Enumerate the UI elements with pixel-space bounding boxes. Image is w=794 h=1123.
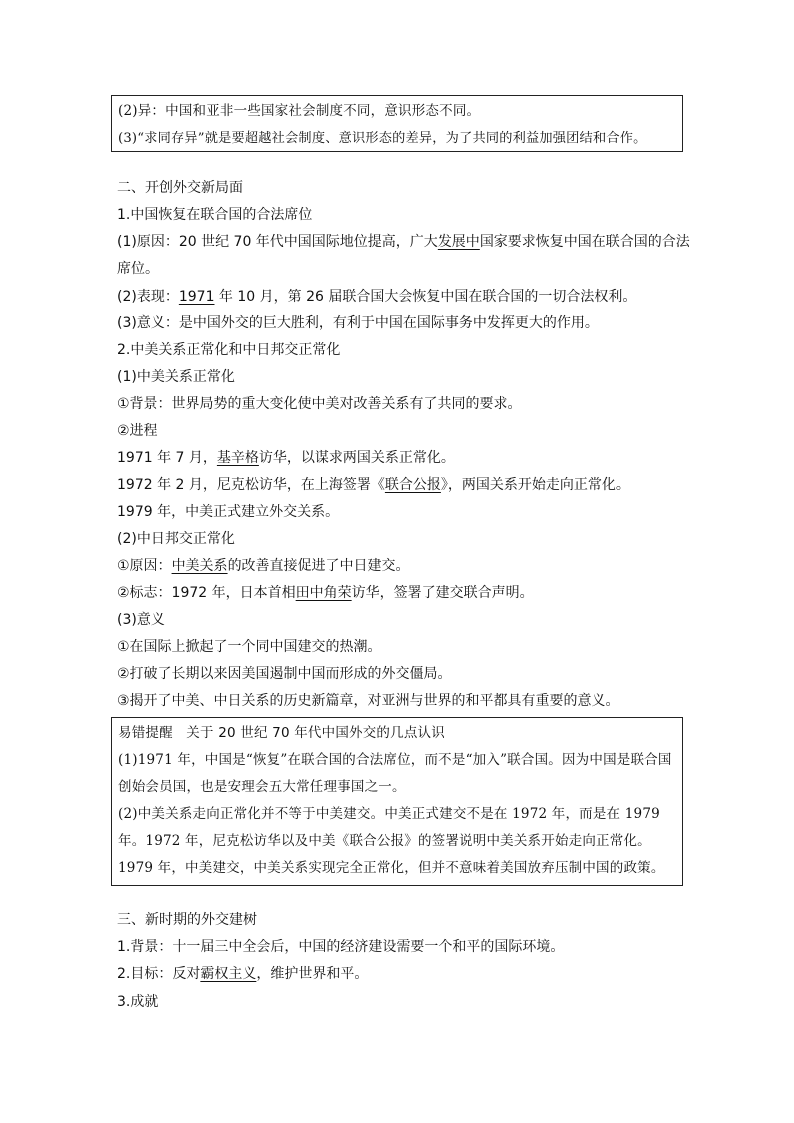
summary-line-seek-common-ground: (3)“求同存异”就是要超越社会制度、意识形态的差异，为了共同的利益加强团结和合作。 <box>118 131 647 146</box>
summary-box <box>111 95 683 152</box>
un-reason: (1)原因：20 世纪 70 年代中国国际地位提高，广大发展中国家要求恢复中国在联合国的合法 <box>117 234 690 250</box>
event-1971: 1971 年 7 月，基辛格访华，以谋求两国关系正常化。 <box>117 450 455 466</box>
significance-title: (3)意义 <box>117 612 165 628</box>
new-era-achievements: 3.成就 <box>117 994 159 1010</box>
us-process-title: ②进程 <box>117 423 158 439</box>
new-era-goal: 2.目标：反对霸权主义，维护世界和平。 <box>117 966 369 982</box>
japan-reason: ①原因：中美关系的改善直接促进了中日建交。 <box>117 558 410 574</box>
summary-line-differences: (2)异：中国和亚非一些国家社会制度不同，意识形态不同。 <box>118 103 481 119</box>
un-reason-continued: 席位。 <box>117 261 159 277</box>
subheading-normalization: 2.中美关系正常化和中日邦交正常化 <box>117 342 341 358</box>
un-performance: (2)表现：1971 年 10 月，第 26 届联合国大会恢复中国在联合国的一切合法权利。 <box>117 289 637 305</box>
us-normalization-title: (1)中美关系正常化 <box>117 369 235 385</box>
japan-sign: ②标志：1972 年，日本首相田中角荣访华，签署了建交联合声明。 <box>117 585 534 601</box>
section-heading-new-diplomacy: 二、开创外交新局面 <box>117 180 243 196</box>
subheading-un-seat: 1.中国恢复在联合国的合法席位 <box>117 207 313 223</box>
tip-paragraph-1: (1)1971 年，中国是“恢复”在联合国的合法席位，而不是“加入”联合国。因为中国是联合国创始会员国，也是安理会五大常任理事国之一。 <box>118 752 672 795</box>
new-era-background: 1.背景：十一届三中全会后，中国的经济建设需要一个和平的国际环境。 <box>117 939 565 955</box>
tip-label: 易错提醒 <box>118 725 173 741</box>
section-heading-new-era: 三、新时期的外交建树 <box>117 912 257 928</box>
tip-paragraph-2: (2)中美关系走向正常化并不等于中美建交。中美正式建交不是在 1972 年，而是在 1979 年。1972 年，尼克松访华以及中美《联合公报》的签署说明中美关系开始走向正常化。1979 年，中美建交，中美关系实现完全正常化，但并不意味着美国放弃压制中国的政策。 <box>118 806 665 876</box>
event-1972: 1972 年 2 月，尼克松访华，在上海签署《联合公报》，两国关系开始走向正常化。 <box>117 477 630 493</box>
us-background: ①背景：世界局势的重大变化使中美对改善关系有了共同的要求。 <box>117 396 522 412</box>
significance-2: ②打破了长期以来因美国遏制中国而形成的外交僵局。 <box>117 666 452 682</box>
un-meaning: (3)意义：是中国外交的巨大胜利，有利于中国在国际事务中发挥更大的作用。 <box>117 315 599 331</box>
significance-1: ①在国际上掀起了一个同中国建交的热潮。 <box>117 639 382 655</box>
error-tip-box <box>111 717 683 886</box>
tip-title: 易错提醒 关于 20 世纪 70 年代中国外交的几点认识 <box>118 725 445 741</box>
significance-3: ③揭开了中美、中日关系的历史新篇章，对亚洲与世界的和平都具有重要的意义。 <box>117 693 620 709</box>
event-1979: 1979 年，中美正式建立外交关系。 <box>117 504 340 520</box>
japan-normalization-title: (2)中日邦交正常化 <box>117 531 235 547</box>
